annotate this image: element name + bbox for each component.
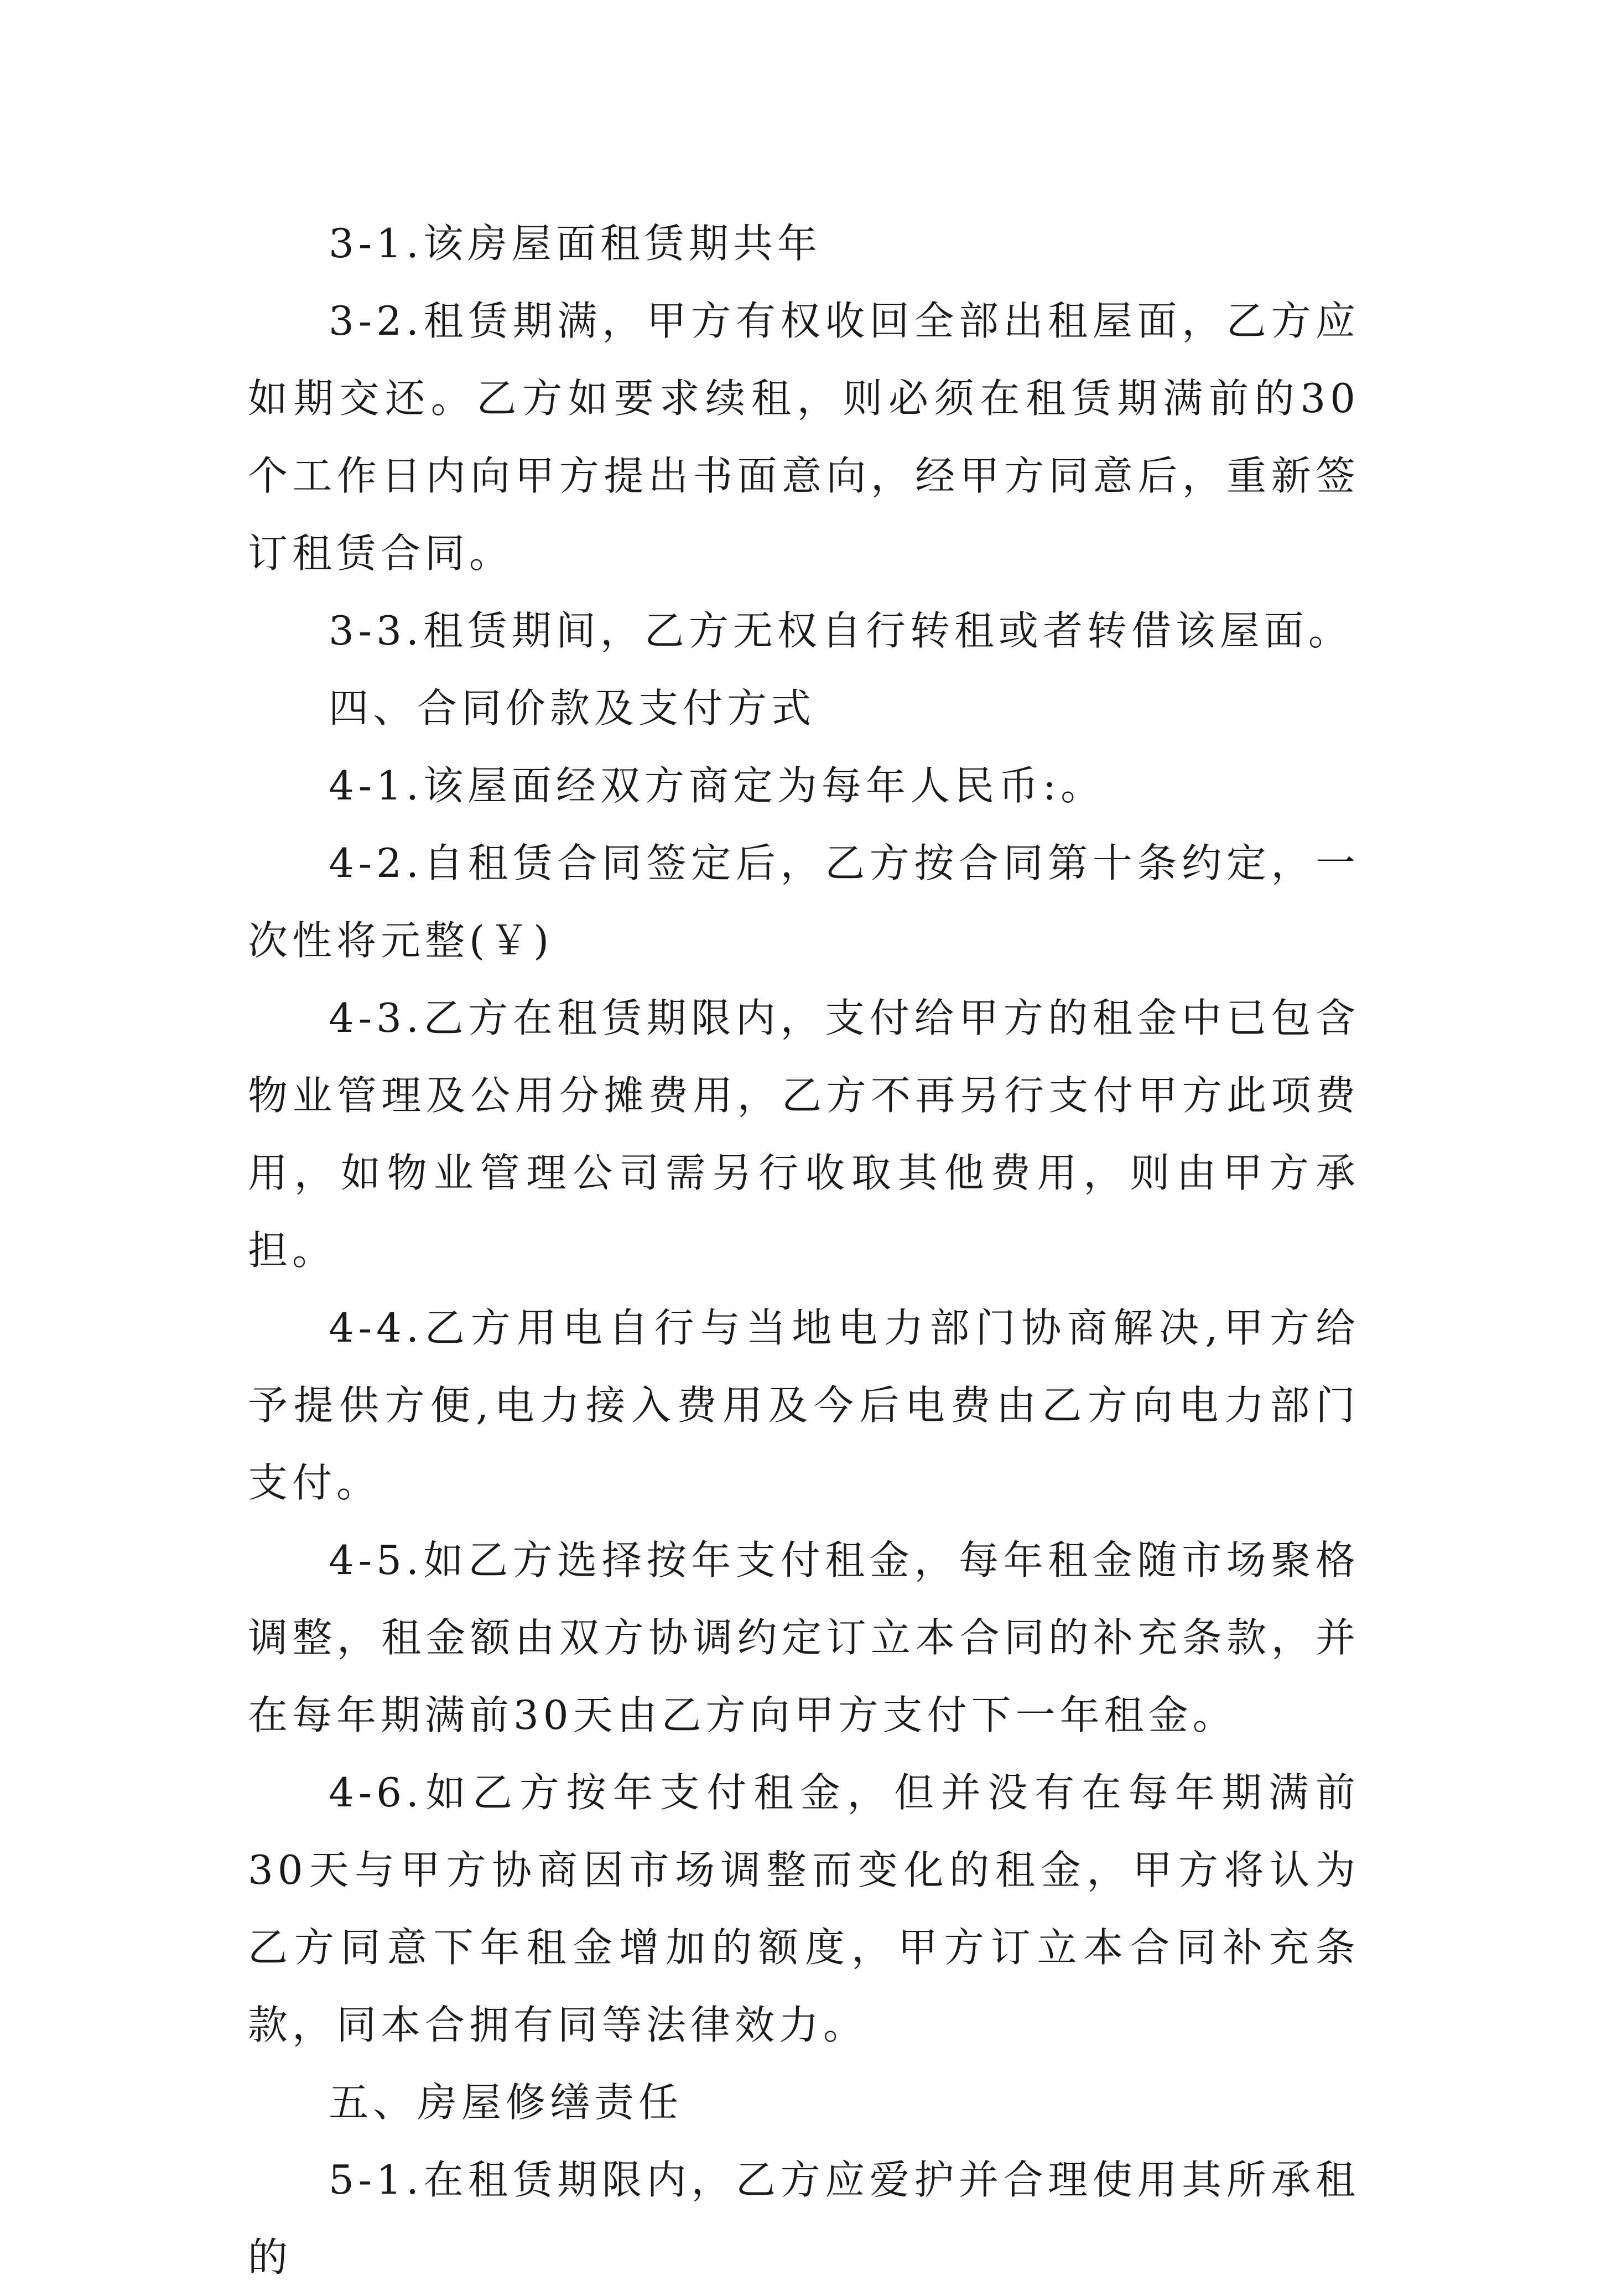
paragraph-3-2: 3-2.租赁期满，甲方有权收回全部出租屋面，乙方应如期交还。乙方如要求续租，则必须在租赁期满前的30个工作日内向甲方提出书面意向，经甲方同意后，重新签订租赁合同。: [248, 298, 1360, 576]
paragraph-4-5: 4-5.如乙方选择按年支付租金，每年租金随市场聚格调整，租金额由双方协调约定订立本合同的补充条款，并在每年期满前30天由乙方向甲方支付下一年租金。: [248, 1537, 1360, 1738]
section-heading-5: 五、房屋修缮责任: [329, 2079, 683, 2126]
paragraph-4-6: 4-6.如乙方按年支付租金，但并没有在每年期满前30天与甲方协商因市场调整而变化的租金，甲方将认为乙方同意下年租金增加的额度，甲方订立本合同补充条款，同本合拥有同等法律效力。: [248, 1769, 1360, 2048]
paragraph-5-1: 5-1.在租赁期限内，乙方应爱护并合理使用其所承租的: [248, 2157, 1360, 2281]
section-heading-4: 四、合同价款及支付方式: [329, 685, 816, 731]
paragraph-4-3: 4-3.乙方在租赁期限内，支付给甲方的租金中已包含物业管理及公用分摊费用，乙方不再另行支付甲方此项费用，如物业管理公司需另行收取其他费用，则由甲方承担。: [248, 995, 1360, 1274]
document-body: [248, 205, 1360, 2296]
paragraph-4-1: 4-1.该屋面经双方商定为每年人民币:。: [329, 762, 1105, 809]
paragraph-3-3: 3-3.租赁期间，乙方无权自行转租或者转借该屋面。: [329, 607, 1353, 654]
paragraph-3-1: 3-1.该房屋面租赁期共年: [329, 220, 822, 267]
paragraph-4-4: 4-4.乙方用电自行与当地电力部门协商解决,甲方给予提供方便,电力接入费用及今后电费由乙方向电力部门支付。: [248, 1305, 1360, 1506]
paragraph-4-2: 4-2.自租赁合同签定后，乙方按合同第十条约定，一次性将元整(￥): [248, 840, 1360, 964]
